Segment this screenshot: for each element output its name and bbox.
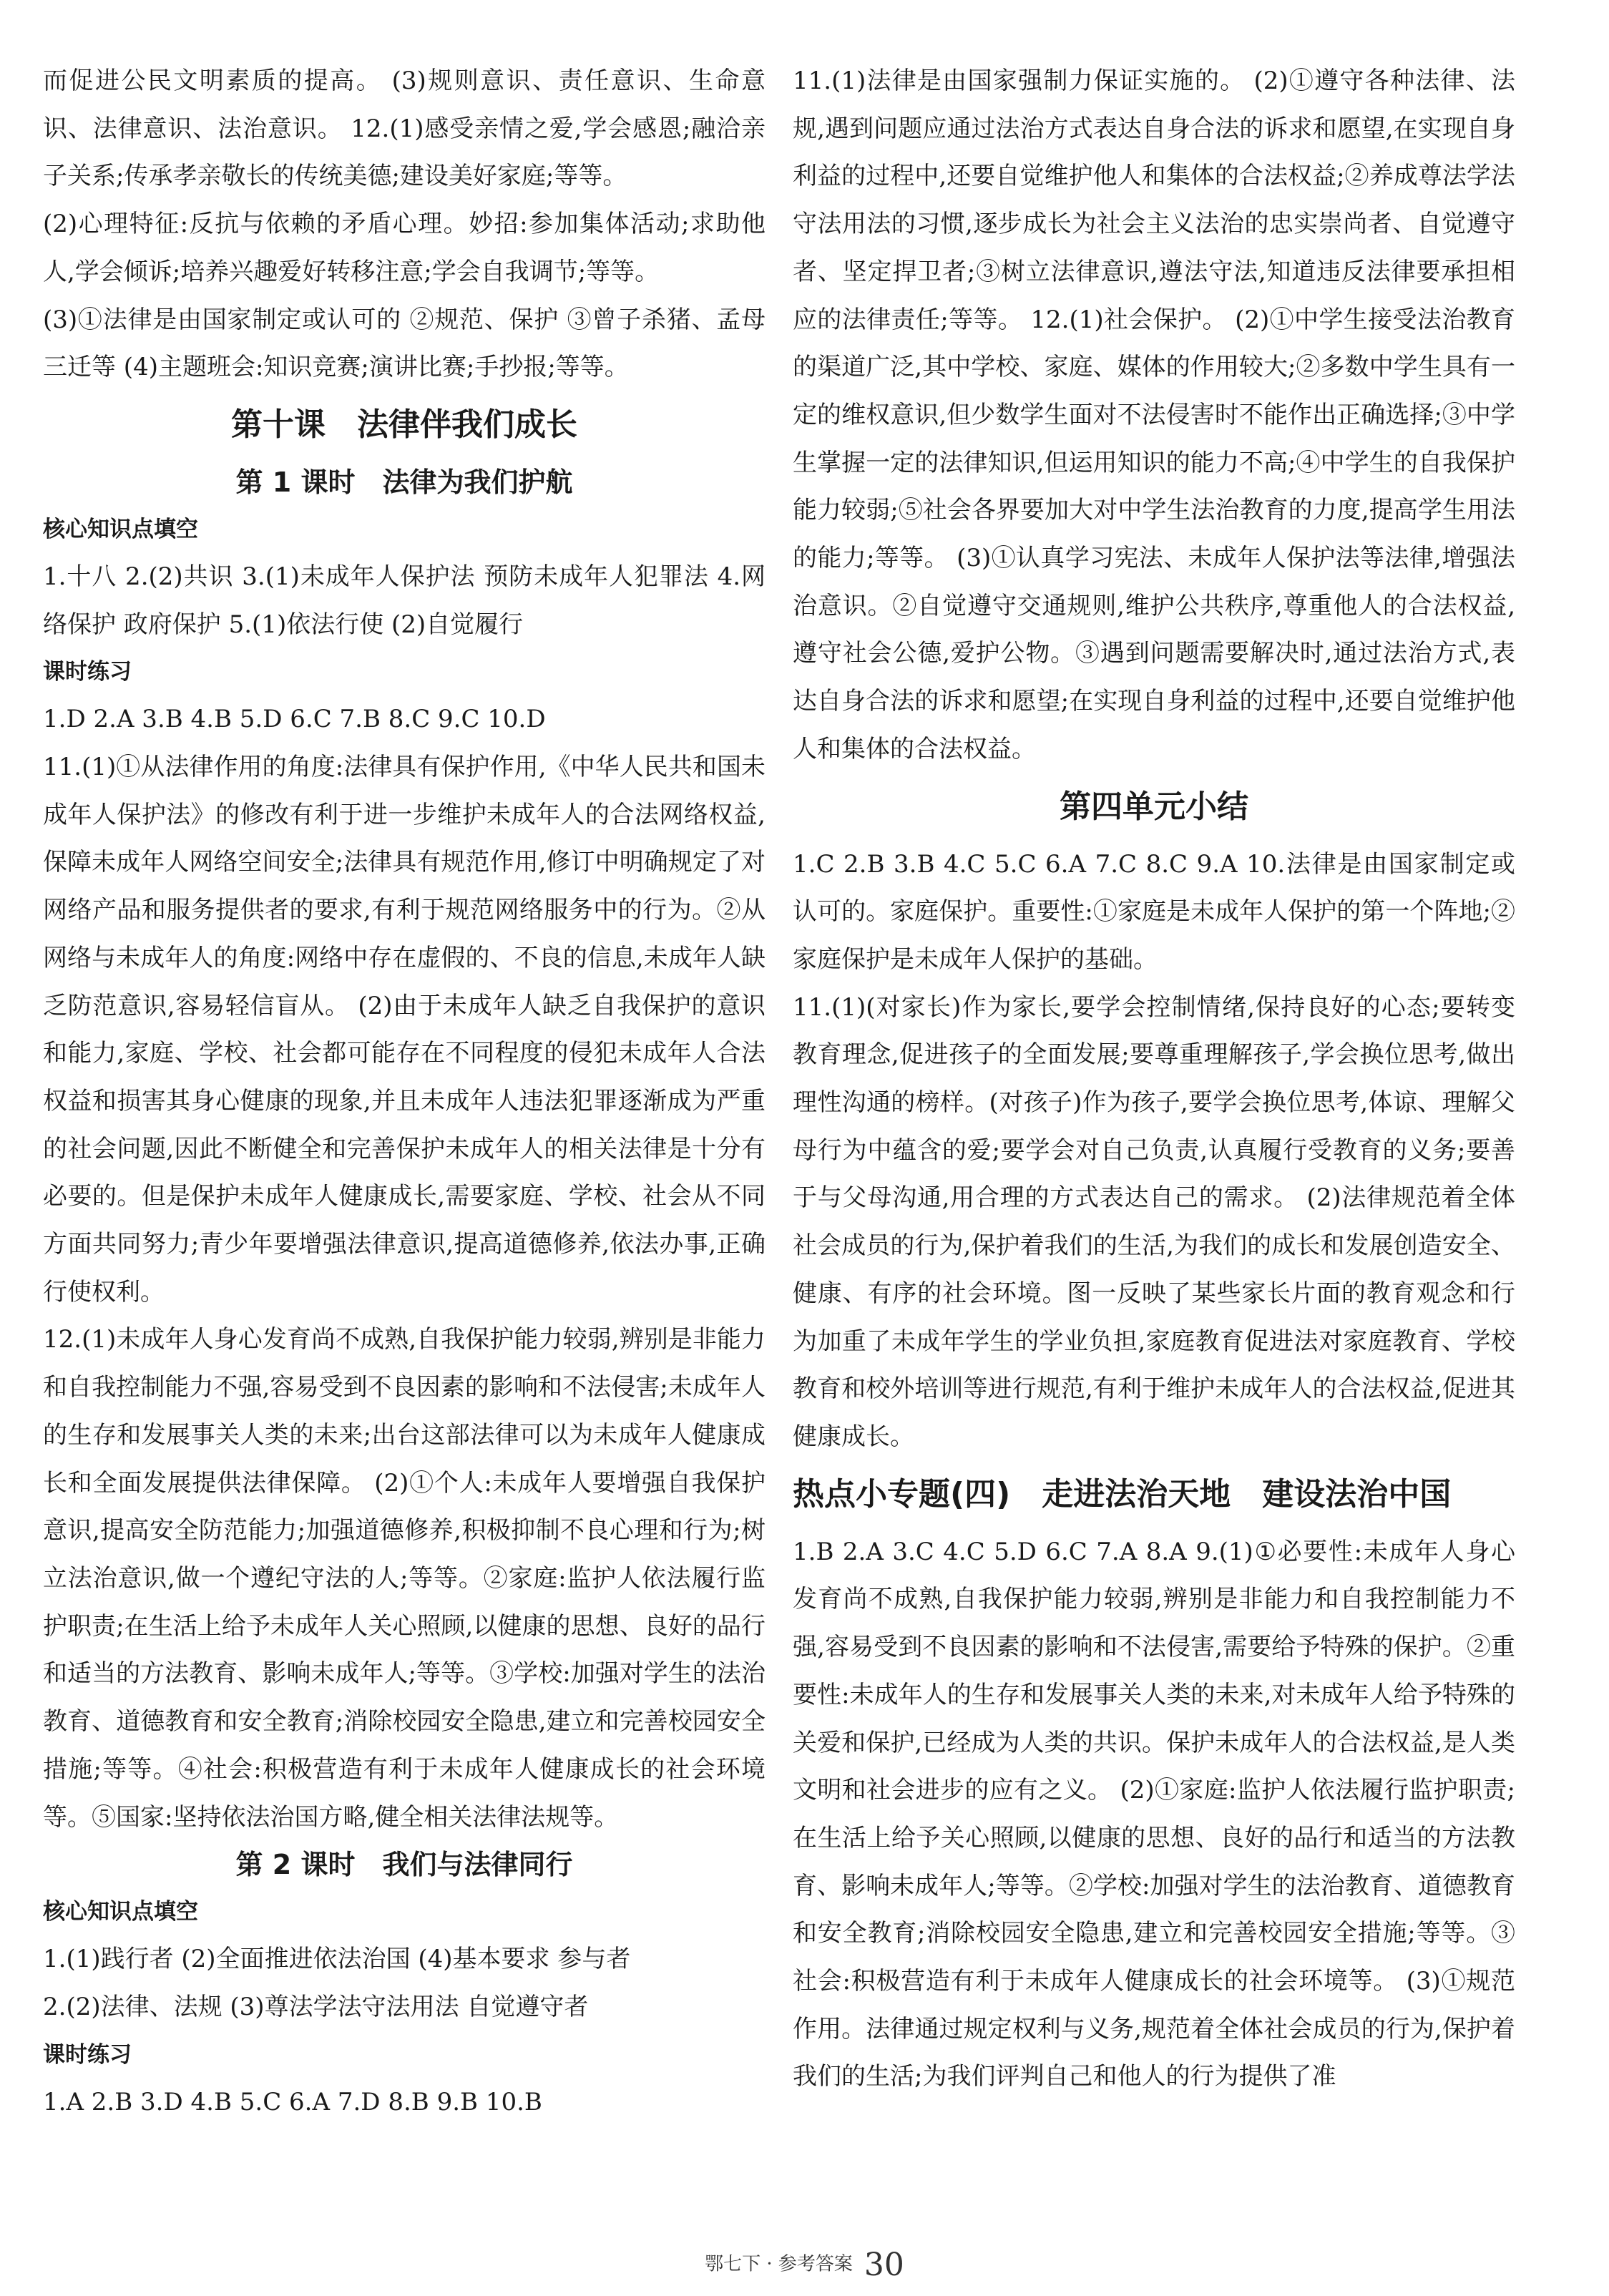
answer-paragraph: 而促进公民文明素质的提高。 (3)规则意识、责任意识、生命意识、法律意识、法治意识。 12.(1)感受亲情之爱,学会感恩;融洽亲子关系;传承孝亲敬长的传统美德;建设美好家庭;等等。 xyxy=(43,67,766,191)
subsection-label: 课时练习 xyxy=(43,2041,132,2068)
left-column xyxy=(43,57,766,2126)
answer-paragraph: 12.(1)未成年人身心发育尚不成熟,自我保护能力较弱,辨别是非能力和自我控制能力不强,容易受到不良因素的影响和不法侵害;未成年人的生存和发展事关人类的未来;出台这部法律可以为未成年人健康成长和全面发展提供法律保障。 (2)①个人:未成年人要增强自我保护意识,提高安全防范能力;加强道德修养,积极抑制不良心理和行为;树立法治意识,做一个遵纪守法的人;等等。②家庭:监护人依法履行监护职责;在生活上给予未成年人关心照顾,以健康的思想、良好的品行和适当的方法教育、影响未成年人;等等。③学校:加强对学生的法治教育、道德教育和安全教育;消除校园安全隐患,建立和完善校园安全措施;等等。④社会:积极营造有利于未成年人健康成长的社会环境等。⑤国家:坚持依法治国方略,健全相关法律法规等。 xyxy=(43,1325,766,1832)
answer-paragraph: 1.D 2.A 3.B 4.B 5.D 6.C 7.B 8.C 9.C 10.D xyxy=(43,705,546,734)
section-heading: 第十课 法律伴我们成长 xyxy=(231,406,577,443)
section-heading: 第四单元小结 xyxy=(1060,788,1248,825)
answer-paragraph: 1.(1)践行者 (2)全面推进依法治国 (4)基本要求 参与者 xyxy=(43,1945,631,1974)
answer-paragraph: 2.(2)法律、法规 (3)尊法学法守法用法 自觉遵守者 xyxy=(43,1992,589,2021)
section-heading: 热点小专题(四) 走进法治天地 建设法治中国 xyxy=(793,1475,1452,1513)
answer-paragraph: 1.十八 2.(2)共识 3.(1)未成年人保护法 预防未成年人犯罪法 4.网络保护 政府保护 5.(1)依法行使 (2)自觉履行 xyxy=(43,562,766,639)
answer-paragraph: 1.B 2.A 3.C 4.C 5.D 6.C 7.A 8.A 9.(1)①必要性:未成年人身心发育尚不成熟,自我保护能力较弱,辨别是非能力和自我控制能力不强,容易受到不良因素的影响和不法侵害,需要给予特殊的保护。②重要性:未成年人的生存和发展事关人类的未来,对未成年人给予特殊的关爱和保护,已经成为人类的共识。保护未成年人的合法权益,是人类文明和社会进步的应有之义。 (2)①家庭:监护人依法履行监护职责;在生活上给予关心照顾,以健康的思想、良好的品行和适当的方法教育、影响未成年人;等等。②学校:加强对学生的法治教育、道德教育和安全教育;消除校园安全隐患,建立和完善校园安全措施;等等。③社会:积极营造有利于未成年人健康成长的社会环境等。 (3)①规范作用。法律通过规定权利与义务,规范着全体社会成员的行为,保护着我们的生活;为我们评判自己和他人的行为提供了准 xyxy=(793,1537,1515,2091)
footer-label: 鄂七下 · 参考答案 xyxy=(705,2253,853,2275)
answer-paragraph: 1.C 2.B 3.B 4.C 5.C 6.A 7.C 8.C 9.A 10.法律是由国家制定或认可的。家庭保护。重要性:①家庭是未成年人保护的第一个阵地;②家庭保护是未成年人保护的基础。 xyxy=(793,849,1515,974)
answer-paragraph: 1.A 2.B 3.D 4.B 5.C 6.A 7.D 8.B 9.B 10.B xyxy=(43,2087,542,2116)
right-column xyxy=(793,57,1515,2101)
page-number: 30 xyxy=(864,2247,904,2283)
answer-paragraph: (2)心理特征:反抗与依赖的矛盾心理。妙招:参加集体活动;求助他人,学会倾诉;培养兴趣爱好转移注意;学会自我调节;等等。 xyxy=(43,210,766,286)
answer-paragraph: 11.(1)法律是由国家强制力保证实施的。 (2)①遵守各种法律、法规,遇到问题应通过法治方式表达自身合法的诉求和愿望,在实现自身利益的过程中,还要自觉维护他人和集体的合法权益;②养成尊法学法守法用法的习惯,逐步成长为社会主义法治的忠实崇尚者、自觉遵守者、坚定捍卫者;③树立法律意识,遵法守法,知道违反法律要承担相应的法律责任;等等。 12.(1)社会保护。 (2)①中学生接受法治教育的渠道广泛,其中学校、家庭、媒体的作用较大;②多数中学生具有一定的维权意识,但少数学生面对不法侵害时不能作出正确选择;③中学生掌握一定的法律知识,但运用知识的能力不高;④中学生的自我保护能力较弱;⑤社会各界要加大对中学生法治教育的力度,提高学生用法的能力;等等。 (3)①认真学习宪法、未成年人保护法等法律,增强法治意识。②自觉遵守交通规则,维护公共秩序,尊重他人的合法权益,遵守社会公德,爱护公物。③遇到问题需要解决时,通过法治方式,表达自身合法的诉求和愿望;在实现自身利益的过程中,还要自觉维护他人和集体的合法权益。 xyxy=(793,67,1515,763)
answer-paragraph: 11.(1)(对家长)作为家长,要学会控制情绪,保持良好的心态;要转变教育理念,促进孩子的全面发展;要尊重理解孩子,学会换位思考,做出理性沟通的榜样。(对孩子)作为孩子,要学会换位思考,体谅、理解父母行为中蕴含的爱;要学会对自己负责,认真履行受教育的义务;要善于与父母沟通,用合理的方式表达自己的需求。 (2)法律规范着全体社会成员的行为,保护着我们的生活,为我们的成长和发展创造安全、健康、有序的社会环境。图一反映了某些家长片面的教育观念和行为加重了未成年学生的学业负担,家庭教育促进法对家庭教育、学校教育和校外培训等进行规范,有利于维护未成年人的合法权益,促进其健康成长。 xyxy=(793,992,1515,1451)
answer-paragraph: (3)①法律是由国家制定或认可的 ②规范、保护 ③曾子杀猪、孟母三迁等 (4)主题班会:知识竞赛;演讲比赛;手抄报;等等。 xyxy=(43,305,766,382)
answer-paragraph: 11.(1)①从法律作用的角度:法律具有保护作用,《中华人民共和国未成年人保护法》的修改有利于进一步维护未成年人的合法网络权益,保障未成年人网络空间安全;法律具有规范作用,修订中明确规定了对网络产品和服务提供者的要求,有利于规范网络服务中的行为。②从网络与未成年人的角度:网络中存在虚假的、不良的信息,未成年人缺乏防范意识,容易轻信盲从。 (2)由于未成年人缺乏自我保护的意识和能力,家庭、学校、社会都可能存在不同程度的侵犯未成年人合法权益和损害其身心健康的现象,并且未成年人违法犯罪逐渐成为严重的社会问题,因此不断健全和完善保护未成年人的相关法律是十分有必要的。但是保护未成年人健康成长,需要家庭、学校、社会从不同方面共同努力;青少年要增强法律意识,提高道德修养,依法办事,正确行使权利。 xyxy=(43,753,766,1306)
lesson-heading: 第 1 课时 法律为我们护航 xyxy=(235,466,573,498)
lesson-heading: 第 2 课时 我们与法律同行 xyxy=(235,1849,573,1881)
subsection-label: 课时练习 xyxy=(43,659,132,685)
subsection-label: 核心知识点填空 xyxy=(43,516,198,542)
page-footer xyxy=(0,2247,1609,2283)
subsection-label: 核心知识点填空 xyxy=(43,1899,198,1925)
